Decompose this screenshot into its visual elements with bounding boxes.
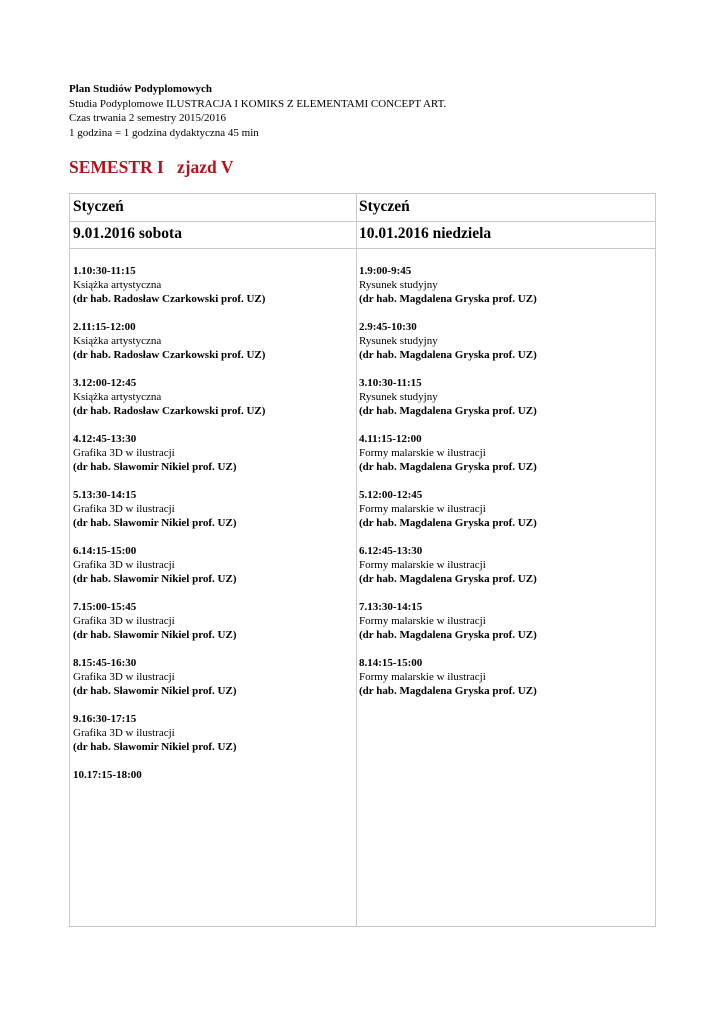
sunday-sessions bbox=[359, 264, 649, 712]
document-header bbox=[69, 82, 446, 140]
column-divider bbox=[356, 194, 357, 926]
session-teacher: (dr hab. Magdalena Gryska prof. UZ) bbox=[359, 461, 537, 474]
session-time: 4.12:45-13:30 bbox=[73, 433, 137, 445]
session-entry bbox=[73, 488, 353, 544]
session-time: 3.10:30-11:15 bbox=[359, 377, 422, 389]
session-teacher: (dr hab. Radosław Czarkowski prof. UZ) bbox=[73, 349, 266, 362]
session-subject: Grafika 3D w ilustracji bbox=[73, 503, 175, 516]
session-entry bbox=[73, 376, 353, 432]
session-time: 7.15:00-15:45 bbox=[73, 601, 137, 613]
session-teacher: (dr hab. Magdalena Gryska prof. UZ) bbox=[359, 349, 537, 362]
date-header-left: 9.01.2016 sobota bbox=[73, 225, 182, 242]
session-teacher: (dr hab. Sławomir Nikiel prof. UZ) bbox=[73, 573, 237, 586]
session-teacher: (dr hab. Radosław Czarkowski prof. UZ) bbox=[73, 293, 266, 306]
month-header-right: Styczeń bbox=[359, 198, 410, 215]
session-time: 2.9:45-10:30 bbox=[359, 321, 417, 333]
session-time: 8.15:45-16:30 bbox=[73, 657, 137, 669]
session-subject: Rysunek studyjny bbox=[359, 391, 438, 404]
session-subject: Książka artystyczna bbox=[73, 391, 162, 404]
session-entry bbox=[73, 320, 353, 376]
session-entry bbox=[359, 488, 649, 544]
session-entry bbox=[73, 712, 353, 768]
row-divider bbox=[70, 221, 655, 222]
session-entry bbox=[73, 264, 353, 320]
session-subject: Rysunek studyjny bbox=[359, 279, 438, 292]
session-subject: Grafika 3D w ilustracji bbox=[73, 559, 175, 572]
session-time: 5.12:00-12:45 bbox=[359, 489, 423, 501]
session-entry bbox=[359, 320, 649, 376]
session-subject: Książka artystyczna bbox=[73, 335, 162, 348]
session-entry bbox=[359, 544, 649, 600]
session-time: 1.10:30-11:15 bbox=[73, 265, 136, 277]
month-header-left: Styczeń bbox=[73, 198, 124, 215]
program-duration: Czas trwania 2 semestry 2015/2016 bbox=[69, 112, 227, 124]
session-entry bbox=[73, 432, 353, 488]
session-teacher: (dr hab. Magdalena Gryska prof. UZ) bbox=[359, 685, 537, 698]
session-subject: Formy malarskie w ilustracji bbox=[359, 503, 486, 516]
saturday-sessions bbox=[73, 264, 353, 824]
session-subject: Formy malarskie w ilustracji bbox=[359, 447, 486, 460]
session-entry bbox=[359, 656, 649, 712]
session-entry bbox=[73, 656, 353, 712]
semester-heading: SEMESTR I zjazd V bbox=[69, 157, 234, 177]
schedule-table bbox=[69, 193, 656, 927]
session-time: 1.9:00-9:45 bbox=[359, 265, 412, 277]
session-time: 6.12:45-13:30 bbox=[359, 545, 423, 557]
session-entry bbox=[359, 432, 649, 488]
session-time: 8.14:15-15:00 bbox=[359, 657, 423, 669]
session-time: 4.11:15-12:00 bbox=[359, 433, 422, 445]
session-subject: Formy malarskie w ilustracji bbox=[359, 671, 486, 684]
program-name: Studia Podyplomowe ILUSTRACJA I KOMIKS Z ELEMENTAMI CONCEPT ART. bbox=[69, 97, 447, 110]
session-entry bbox=[359, 264, 649, 320]
session-time: 6.14:15-15:00 bbox=[73, 545, 137, 557]
session-teacher: (dr hab. Sławomir Nikiel prof. UZ) bbox=[73, 461, 237, 474]
session-teacher: (dr hab. Sławomir Nikiel prof. UZ) bbox=[73, 629, 237, 642]
session-subject: Formy malarskie w ilustracji bbox=[359, 559, 486, 572]
session-time: 2.11:15-12:00 bbox=[73, 321, 136, 333]
session-teacher: (dr hab. Magdalena Gryska prof. UZ) bbox=[359, 629, 537, 642]
session-teacher: (dr hab. Magdalena Gryska prof. UZ) bbox=[359, 517, 537, 530]
hours-note: 1 godzina = 1 godzina dydaktyczna 45 min bbox=[69, 126, 259, 139]
session-teacher: (dr hab. Magdalena Gryska prof. UZ) bbox=[359, 405, 537, 418]
session-time: 5.13:30-14:15 bbox=[73, 489, 137, 501]
date-header-right: 10.01.2016 niedziela bbox=[359, 225, 492, 242]
session-subject: Grafika 3D w ilustracji bbox=[73, 671, 175, 684]
session-entry bbox=[73, 544, 353, 600]
session-entry bbox=[73, 600, 353, 656]
plan-title: Plan Studiów Podyplomowych bbox=[69, 83, 213, 95]
session-teacher: (dr hab. Sławomir Nikiel prof. UZ) bbox=[73, 741, 237, 754]
session-time: 3.12:00-12:45 bbox=[73, 377, 137, 389]
session-subject: Formy malarskie w ilustracji bbox=[359, 615, 486, 628]
session-time: 7.13:30-14:15 bbox=[359, 601, 423, 613]
session-entry bbox=[359, 376, 649, 432]
session-subject: Rysunek studyjny bbox=[359, 335, 438, 348]
session-time: 9.16:30-17:15 bbox=[73, 713, 137, 725]
session-subject: Grafika 3D w ilustracji bbox=[73, 727, 175, 740]
session-teacher: (dr hab. Radosław Czarkowski prof. UZ) bbox=[73, 405, 266, 418]
row-divider bbox=[70, 248, 655, 249]
session-entry bbox=[73, 768, 353, 824]
session-time: 10.17:15-18:00 bbox=[73, 769, 142, 781]
session-subject: Książka artystyczna bbox=[73, 279, 162, 292]
session-teacher: (dr hab. Magdalena Gryska prof. UZ) bbox=[359, 293, 537, 306]
session-subject: Grafika 3D w ilustracji bbox=[73, 615, 175, 628]
session-entry bbox=[359, 600, 649, 656]
session-subject: Grafika 3D w ilustracji bbox=[73, 447, 175, 460]
session-teacher: (dr hab. Magdalena Gryska prof. UZ) bbox=[359, 573, 537, 586]
session-teacher: (dr hab. Sławomir Nikiel prof. UZ) bbox=[73, 685, 237, 698]
session-teacher: (dr hab. Sławomir Nikiel prof. UZ) bbox=[73, 517, 237, 530]
